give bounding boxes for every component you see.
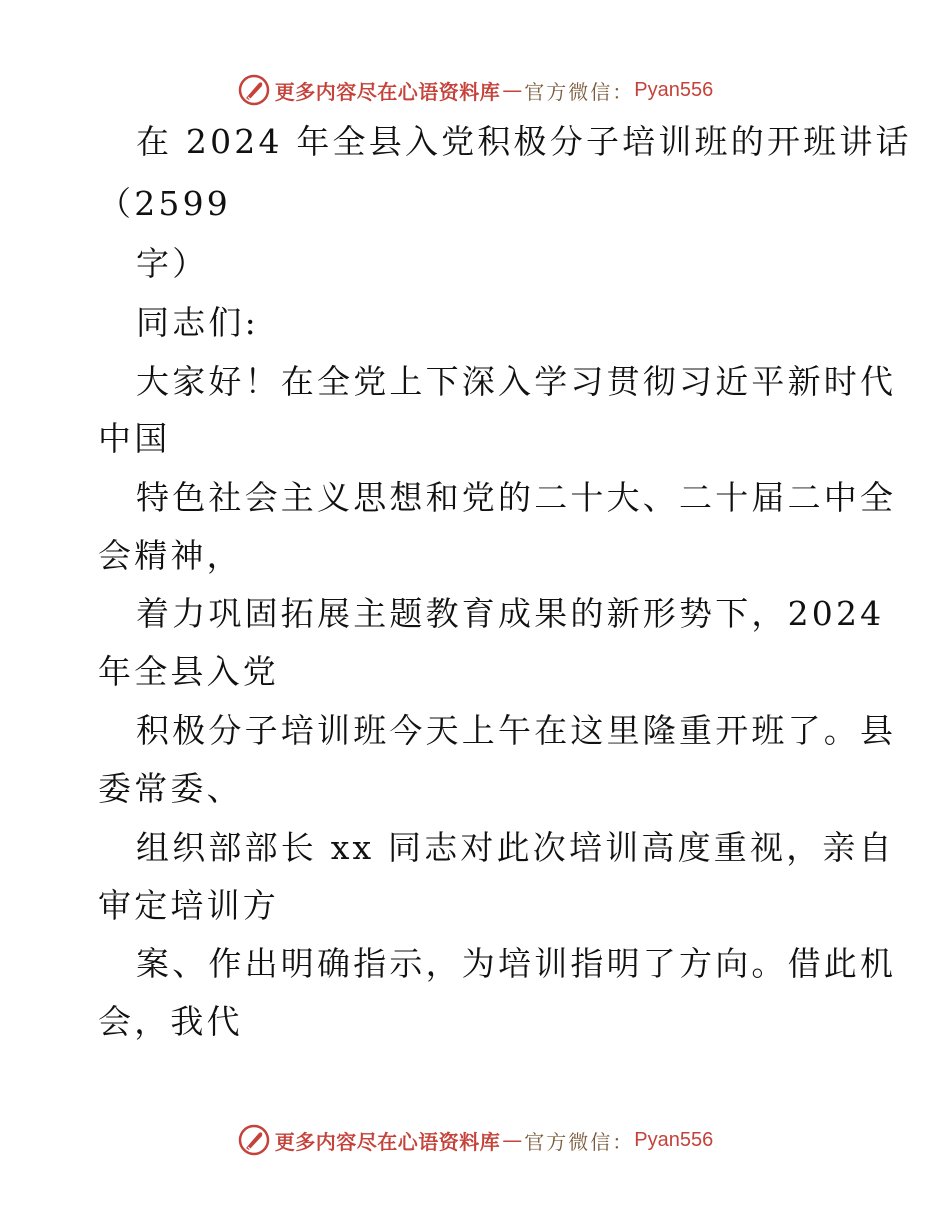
document-line: 大家好！在全党上下深入学习贯彻习近平新时代 — [136, 362, 897, 401]
document-line: 案、作出明确指示，为培训指明了方向。借此机 — [136, 944, 897, 983]
watermark-brand: 更多内容尽在心语资料库 — [274, 1129, 501, 1154]
watermark-dash: — — [502, 1128, 523, 1152]
document-line: （2599 — [98, 184, 231, 223]
watermark-wechat-label: 官方微信： — [524, 79, 635, 104]
watermark-wechat-id: Pyan556 — [634, 78, 714, 101]
salutation: 同志们: — [136, 303, 259, 342]
watermark-dash: — — [502, 78, 523, 102]
document-line: 中国 — [98, 419, 171, 458]
document-line: 年全县入党 — [98, 652, 279, 691]
quill-pen-logo-icon — [237, 73, 271, 107]
document-line: 着力巩固拓展主题教育成果的新形势下，2024 — [136, 594, 885, 633]
quill-pen-logo-icon — [237, 1123, 271, 1157]
document-line: 组织部部长 xx 同志对此次培训高度重视，亲自 — [136, 828, 895, 867]
document-line: 积极分子培训班今天上午在这里隆重开班了。县 — [136, 711, 897, 750]
watermark-wechat-id: Pyan556 — [634, 1128, 714, 1151]
document-line: 特色社会主义思想和党的二十大、二十届二中全 — [136, 478, 897, 517]
document-line: 会精神， — [98, 536, 243, 575]
watermark-brand: 更多内容尽在心语资料库 — [274, 79, 501, 104]
watermark-wechat-label: 官方微信： — [524, 1129, 635, 1154]
document-title: 在 2024 年全县入党积极分子培训班的开班讲话 — [136, 122, 912, 161]
document-line: 委常委、 — [98, 769, 243, 808]
watermark-header — [0, 70, 950, 110]
document-line: 会，我代 — [98, 1002, 243, 1041]
document-line: 字） — [136, 244, 209, 283]
document-line: 审定培训方 — [98, 886, 279, 925]
watermark-footer — [0, 1120, 950, 1160]
